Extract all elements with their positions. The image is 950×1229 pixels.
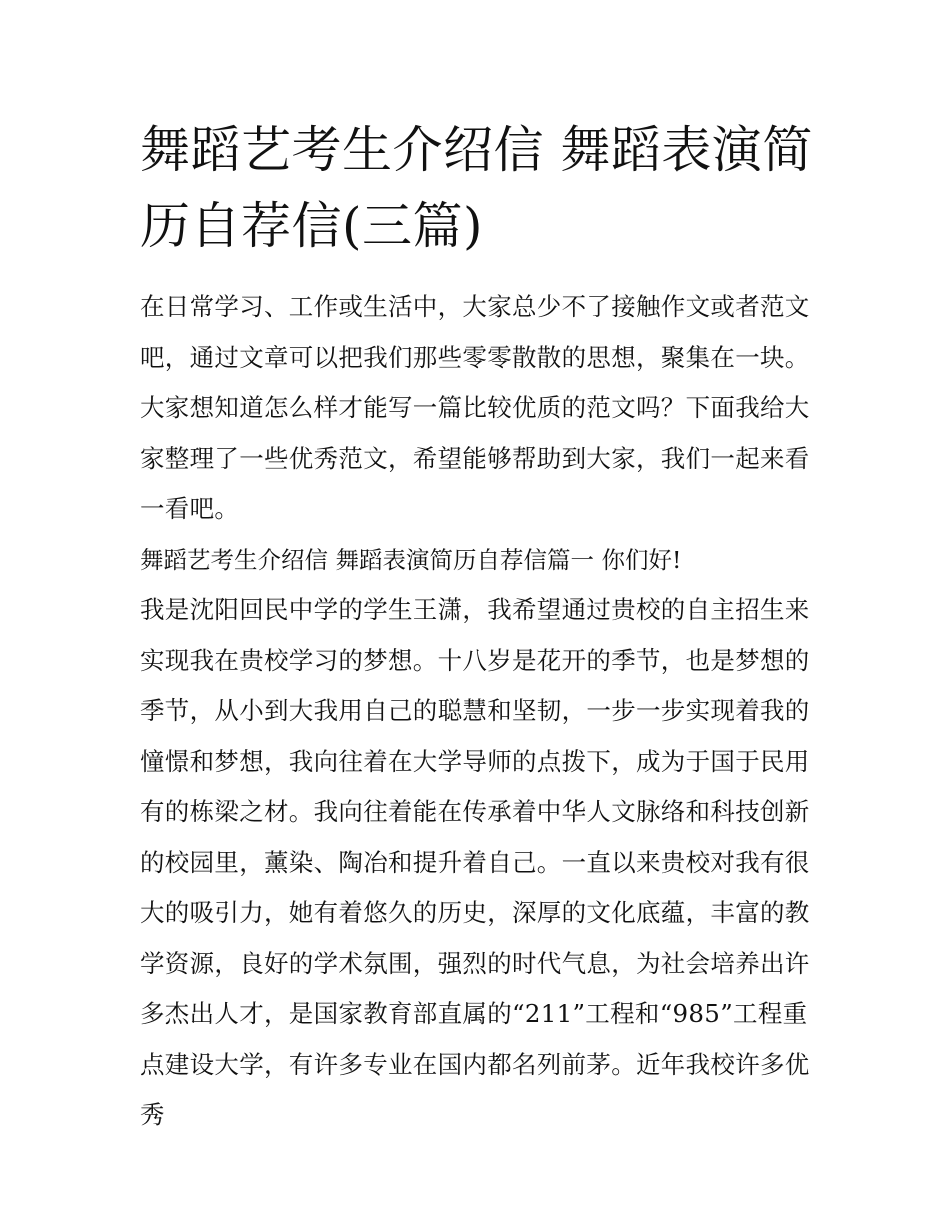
letter-paragraph: 我是沈阳回民中学的学生王潇，我希望通过贵校的自主招生来实现我在贵校学习的梦想。十八岁是花开的季节，也是梦想的季节，从小到大我用自己的聪慧和坚韧，一步一步实现着我的憧憬和梦想，我向往着在大学导师的点拨下，成为于国于民用有的栋梁之材。我向往着能在传承着中华人文脉络和科技创新的校园里，薰染、陶冶和提升着自己。一直以来贵校对我有很大的吸引力，她有着悠久的历史，深厚的文化底蕴，丰富的教学资源，良好的学术氛围，强烈的时代气息，为社会培养出许多杰出人才，是国家教育部直属的“211”工程和“985”工程重点建设大学，有许多专业在国内都名列前茅。近年我校许多优秀 (140, 595, 810, 1129)
section-heading-paragraph: 舞蹈艺考生介绍信 舞蹈表演简历自荐信篇一 你们好! (140, 545, 682, 574)
intro-paragraph: 在日常学习、工作或生活中，大家总少不了接触作文或者范文吧，通过文章可以把我们那些零零散散的思想，聚集在一块。大家想知道怎么样才能写一篇比较优质的范文吗？下面我给大家整理了一些优秀范文，希望能够帮助到大家，我们一起来看一看吧。 (140, 292, 810, 523)
document-body (140, 282, 816, 1141)
document-title: 舞蹈艺考生介绍信 舞蹈表演简历自荐信(三篇) (140, 121, 813, 255)
